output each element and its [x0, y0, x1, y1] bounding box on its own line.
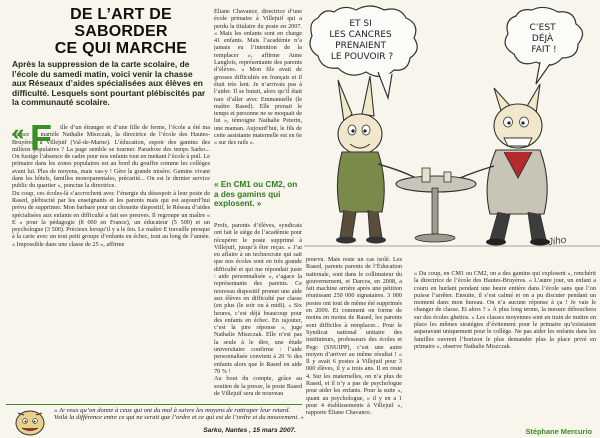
opening-quote-mark: «	[12, 124, 25, 145]
character-right	[460, 84, 550, 246]
article-column-5: « Du coup, en CM1 ou CM2, on a des gamins qui explosent », renchérit la directrice de l’école des Hautes-Bruyères. « L’autre jour, un enfant a couru en hurlant pendant une heure entière dans l’école sans que l’on puisse l’arrêter. Ensuite, il s’est calmé et on a pu discuter pendant un moment dans mon bureau. On n’a aucune réponse à ça ! Je vais le changer de classe. Et alors ? » À plus long terme, la mesure débouchera sur des écoles ghettos. « Les classes moyennes sont en train de mettre en place les mêmes stratégies d’évitement pour le primaire qu’existaient auparavant uniquement pour le collège. Ne pas aider les enfants dans les familles ouvrent l’horizon le plus demander plus la place privé en primaire », observe Nathalie Miszczak.	[414, 270, 596, 350]
bubble-left-line-1: ET SI	[349, 19, 372, 29]
bubble-left-line-4: LE POUVOIR ?	[330, 52, 394, 62]
footer-quote-box	[6, 404, 302, 436]
character-left	[336, 76, 416, 244]
article-column-4: pourvu. Mais reste un cas isolé. Les Rased, parents parents de l’Éducation nationale, sont dans le collimateur du gouvernement, et Darcos, en 2008, a fait machine arrière après une pétition réunissant 250 000 signataires. 3 000 postes ont tout de même été supprimés en 2009. Et comment on forme de moins en moins de Rased, les parents sont difficiles à remplacer... Pour le Syndicat national unitaire des instituteurs, professeurs des écoles et Pegc (SNUIPP), c’est une autre moyen d’arriver au même résultat ! « Il y avait 6 postes à Villejuif pour 3 000 élèves, il y a trois ans. Il en reste 4. Sur les maternelles, on n’a plus de Rased, et il n’y a pas de psychologue pour aider les enfants. Pour la suite », quant au psychologue, « il y en a 1 pour 4 établissements à Villejuif », rapporte Éliane Chavance.	[306, 256, 402, 417]
article-byline: Stéphane Mercurio	[525, 427, 592, 436]
footer-quote-author: Sarko, Nantes , 15 mars 2007.	[203, 427, 296, 434]
article-column-2: Éliane Chavance, directrice d’une école primaire à Villejuif qui a perdu la titulaire du poste en 2007. « Mais les enfants sont en charge 41 enfants. Mais l’académie n’a jamais eu l’intention de la remplacer », affirme Anne Langlois, représentante des parents d’élèves. « Mon fils avait de grosses difficultés en français et il était très lent. Je n’arrivais pas à l’aider. Il se butait, alors qu’il était rare d’aller avec Emmanuelle (le maître Rased). Elle prenait le temps et personne ne se moquait de lui », témoigne Nathalie Peterin, une maman. Aujourd’hui, le fils de cette assistante maternelle est en 6e « sur des rails ».	[214, 8, 302, 147]
speech-bubble-right	[505, 7, 582, 84]
speech-bubble-left	[310, 6, 417, 98]
dropcap-letter: F	[30, 124, 52, 158]
cafe-table	[396, 168, 476, 242]
bubble-right-text	[530, 23, 559, 55]
footer-quote-text: « Je veux qu’on donne à ceux qui ont du mal à suivre les moyens de rattraper leur retard. Voilà la différence entre ce qui ne serait que l’ordre et ce qui est de l’ordre et du mouvement. »	[54, 407, 304, 422]
article-column-1	[12, 124, 210, 400]
bubble-right-line-1: C’EST	[529, 23, 556, 33]
pull-quote: « En CM1 ou CM2, on a des gamins qui explosent. »	[214, 180, 298, 209]
bubble-right-line-2: DÉJÀ	[531, 34, 554, 44]
headline	[28, 6, 214, 57]
headline-line-2: CE QUI MARCHE	[54, 40, 188, 57]
headline-line-1: DE L’ART DE SABORDER	[70, 6, 172, 40]
cartoon-face-icon	[10, 405, 50, 437]
bubble-left-line-3: PRENAIENT	[335, 41, 386, 51]
cartoonist-signature: Jiho	[547, 234, 568, 249]
column-1-text: ille d’un étranger et d’une fille de ferme, l’école a été ma chance », martèle Nathalie Miszczak, la directrice de l’école des Hautes-Bruyères, à Villejuif (Val-de-Marne). L’éducation, espoir des gamins des milieux populaires ? La page semble se tourner. Paradoxe des temps Sarko... On fustige l’absence de cadre pour nos enfants tout en mettant l’école à poil. Le primaire dans les zones populaires est au bord du gouffre comme les collèges avant lui. Plus de moyens, mais vas-y ! Gère la grande misère. Gamins vivant dans les hôtels, familles monoparentales, précarité... On est le dernier service public du quartier », ponctue la directrice. Du coup, ces écoles-là s’accrochent avec l’énergie du désespoir à leur poste de Rased, plébiscité par les enseignants et les parents mais qui est aujourd’hui prévu de supprimer. Mon barbare pour un chouette dispositif, le Réseau d’aides spécialisées aux enfants en difficulté a fait ses preuves. Il regroupe un maître « E » pour la pédagogie (8 000 en France), un éducateur (5 500) et un psychologue (3 500). Précieux lorsqu’il y a le feu. Le maître E travaille presque à la carte avec un tout petit groupe d’enfants en échec, tout au long de l’année. « Impossible dans une classe de 25 », affirme	[12, 124, 210, 248]
dropcap-block	[12, 124, 210, 248]
article-deck: Après la suppression de la carte scolaire, de l’école du samedi matin, voici venir la chasse aux Réseaux d’aides spécialisées aux élèves en difficulté. Lesquels sont pourtant plébiscités par la communauté scolaire.	[12, 59, 206, 108]
article-column-3: Profs, parents d’élèves, syndicats ont fait le siège de l’académie pour récupérer le poste supprimé à Villejuif, jusqu’à être reçus. « J’ai eu affaire à un technocrate qui sait que nos écoles sont en très grande difficulté et qui me répondait juste : aide personnalisée », s’agace la représentante des parents. Ce nouveau dispositif promet une aide aux élèves en difficulté par classe (en plus (le soir ou à midi). « Six heures, c’est déjà beaucoup pour des enfants en échec. En rajouter, c’est la pire réponse », juge Nathalie Miszczak. Elle n’est pas la seule à le dire, une étude universitaire confirme : l’aide personnalisée convient à 20 % des enfants alors que le Rased en aide 70 % ! Au bout du compte, grâce au soutien de la presse, le poste Rased de Villejuif sera de nouveau	[214, 222, 302, 397]
bubble-left-line-2: LES CANCRES	[329, 30, 392, 40]
bubble-right-line-3: FAIT !	[531, 45, 557, 55]
editorial-cartoon	[304, 2, 600, 252]
